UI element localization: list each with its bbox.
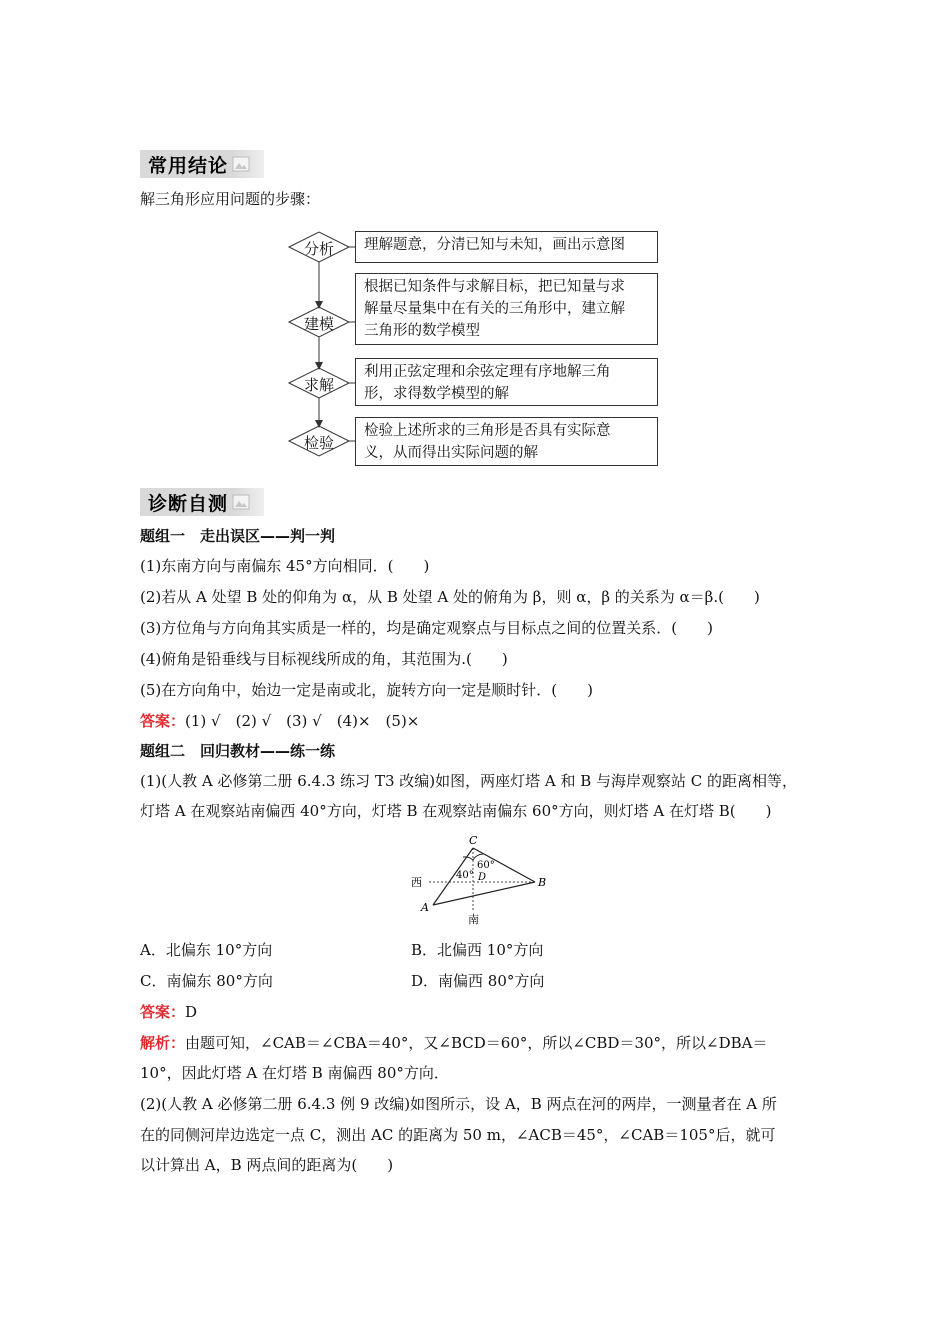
answer-label: 答案： bbox=[140, 1003, 186, 1021]
label-40deg: 40° bbox=[456, 870, 474, 881]
section-header-self-test bbox=[140, 488, 264, 516]
q1-line-1: (1)(人教 A 必修第二册 6.4.3 练习 T3 改编)如图，两座灯塔 A 和 B 与海岸观察站 C 的距离相等， bbox=[140, 772, 798, 790]
answer-label: 答案： bbox=[140, 712, 186, 730]
q2-line-3: 以计算出 A，B 两点间的距离为( ) bbox=[140, 1156, 394, 1174]
group1-answer bbox=[140, 711, 419, 731]
flow-desc-model bbox=[355, 273, 658, 345]
group2-title: 题组二 回归教材——练一练 bbox=[140, 742, 336, 760]
judge-item-2: (2)若从 A 处望 B 处的仰角为 α，从 B 处望 A 处的俯角为 β，则 α，β 的关系为 α＝β.( ) bbox=[140, 588, 760, 606]
label-C: C bbox=[469, 834, 478, 847]
label-A: A bbox=[421, 901, 429, 914]
flow-step-solve: 求解 bbox=[303, 376, 334, 394]
flow-desc-line: 利用正弦定理和余弦定理有序地解三角 bbox=[364, 364, 611, 380]
label-B: B bbox=[538, 876, 547, 889]
q1-line-2: 灯塔 A 在观察站南偏西 40°方向，灯塔 B 在观察站南偏东 60°方向，则灯塔 A 在灯塔 B( ) bbox=[140, 802, 772, 820]
flow-desc-line: 检验上述所求的三角形是否具有实际意 bbox=[364, 423, 611, 439]
label-west: 西 bbox=[411, 876, 422, 889]
flow-desc-line: 三角形的数学模型 bbox=[364, 323, 480, 339]
intro-text: 解三角形应用问题的步骤： bbox=[140, 190, 321, 208]
label-60deg: 60° bbox=[477, 860, 495, 871]
lighthouse-figure bbox=[405, 830, 565, 925]
q2-line-2: 在的同侧河岸边选定一点 C，测出 AC 的距离为 50 m，∠ACB＝45°，∠CAB＝105°后，就可 bbox=[140, 1126, 776, 1144]
flow-desc-solve bbox=[355, 358, 658, 406]
flow-desc-line: 义，从而得出实际问题的解 bbox=[364, 445, 538, 461]
answer-value: (1) √ (2) √ (3) √ (4)× (5)× bbox=[185, 712, 420, 730]
label-south: 南 bbox=[468, 913, 479, 925]
flow-desc-verify bbox=[355, 417, 658, 466]
image-placeholder-icon bbox=[232, 493, 250, 511]
option-c[interactable]: C．南偏东 80°方向 bbox=[140, 972, 273, 990]
judge-item-5: (5)在方向角中，始边一定是南或北，旋转方向一定是顺时针．( ) bbox=[140, 681, 593, 699]
image-placeholder-icon bbox=[232, 155, 250, 173]
answer-value: D bbox=[185, 1003, 198, 1021]
q1-analysis-line-2: 10°，因此灯塔 A 在灯塔 B 南偏西 80°方向． bbox=[140, 1064, 449, 1082]
flow-desc-analyze bbox=[355, 231, 658, 263]
analysis-text: 由题可知，∠CAB＝∠CBA＝40°，又∠BCD＝60°，所以∠CBD＝30°，所以∠DBA＝ bbox=[185, 1034, 768, 1052]
side-AB bbox=[433, 882, 535, 905]
judge-item-4: (4)俯角是铅垂线与目标视线所成的角，其范围为.( ) bbox=[140, 650, 508, 668]
flow-desc-line: 解量尽量集中在有关的三角形中，建立解 bbox=[364, 301, 625, 317]
flow-step-verify: 检验 bbox=[303, 434, 334, 452]
flow-desc-line: 理解题意，分清已知与未知，画出示意图 bbox=[364, 237, 625, 253]
section-header-conclusions bbox=[140, 150, 264, 178]
analysis-label: 解析： bbox=[140, 1034, 186, 1052]
flow-step-model: 建模 bbox=[303, 315, 334, 333]
section-title: 常用结论 bbox=[148, 154, 229, 177]
section-title: 诊断自测 bbox=[148, 492, 229, 515]
q2-line-1: (2)(人教 A 必修第二册 6.4.3 例 9 改编)如图所示，设 A，B 两点在河的两岸，一测量者在 A 所 bbox=[140, 1095, 777, 1113]
option-b[interactable]: B．北偏西 10°方向 bbox=[411, 941, 544, 959]
flow-desc-line: 根据已知条件与求解目标，把已知量与求 bbox=[364, 279, 625, 295]
q1-answer bbox=[140, 1002, 197, 1022]
judge-item-1: (1)东南方向与南偏东 45°方向相同．( ) bbox=[140, 557, 430, 575]
option-a[interactable]: A．北偏东 10°方向 bbox=[140, 941, 273, 959]
option-d[interactable]: D．南偏西 80°方向 bbox=[411, 972, 545, 990]
judge-item-3: (3)方位角与方向角其实质是一样的，均是确定观察点与目标点之间的位置关系．( ) bbox=[140, 619, 713, 637]
flow-step-analyze: 分析 bbox=[303, 240, 334, 258]
q1-analysis-line-1 bbox=[140, 1033, 768, 1053]
flow-desc-line: 形，求得数学模型的解 bbox=[364, 386, 509, 402]
label-D: D bbox=[478, 872, 487, 883]
group1-title: 题组一 走出误区——判一判 bbox=[140, 527, 336, 545]
